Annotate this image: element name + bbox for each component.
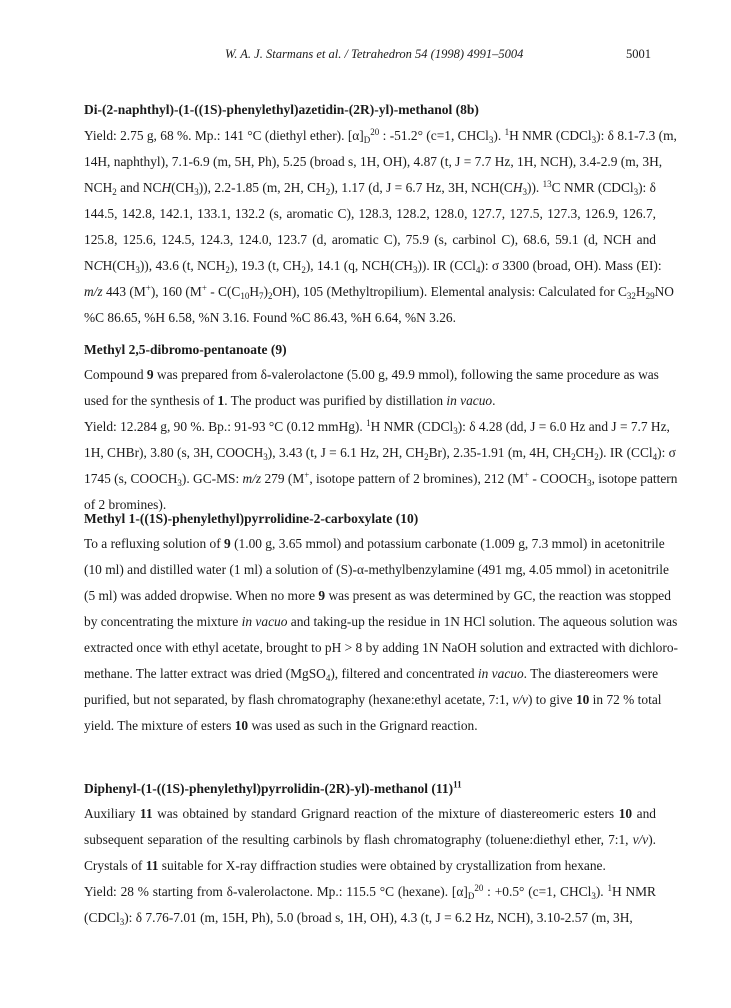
text-line: To a refluxing solution of 9 (1.00 g, 3.65 mmol) and potassium carbonate (1.009 g, 7.3 mmol) in acetonitrile (84, 536, 665, 551)
page-number: 5001 (626, 47, 651, 61)
compound-heading: Methyl 1-((1S)-phenylethyl)pyrrolidine-2-carboxylate (10) (84, 511, 419, 526)
text-line: 1H, CHBr), 3.80 (s, 3H, $COOCH_3$), 3.43 (t, J = 6.1 Hz, 2H, $CH_2Br$), 2.35-1.91 (m, 4H, $CH_2CH_2$). IR (CCl$_4$): σ (84, 445, 676, 462)
running-head (0, 45, 731, 65)
compound-description (84, 531, 678, 739)
text-line: 144.5, 142.8, 142.1, 133.1, 132.2 (s, aromatic C), 128.3, 128.2, 128.0, 127.7, 127.5, 127.3, 126.9, 126.7, (84, 206, 656, 221)
compound-description (84, 801, 656, 931)
text-line: 14H, naphthyl), 7.1-6.9 (m, 5H, Ph), 5.25 (broad s, 1H, OH), 4.87 (t, J = 7.7 Hz, 1H, NCH), 3.4-2.9 (m, 3H, (84, 154, 663, 169)
text-line: Compound 9 was prepared from δ-valerolactone (5.00 g, 49.9 mmol), following the same procedure as was (84, 367, 659, 382)
text-line: of 2 bromines). (84, 497, 167, 512)
compound-heading: Di-(2-naphthyl)-(1-((1S)-phenylethyl)azetidin-(2R)-yl)-methanol (8b) (84, 102, 479, 117)
text-line: Auxiliary 11 was obtained by standard Grignard reaction of the mixture of diastereomeric esters 10 and (84, 806, 656, 821)
text-line: methane. The latter extract was dried (MgSO$_4$), filtered and concentrated in vacuo. The diastereomers were (84, 666, 659, 683)
text-line: $NCH_2$ and $NCH(CH_3)$), 2.2-1.85 (m, 2H, $CH_2$), 1.17 (d, J = 6.7 Hz, 3H, $NCH(CH_3)$). $^{13}$C NMR (CDCl$_3$): δ (84, 179, 656, 197)
running-head-citation: W. A. J. Starmans et al. / Tetrahedron 54 (1998) 4991–5004 (225, 47, 524, 61)
text-line: Crystals of 11 suitable for X-ray diffraction studies were obtained by crystallization from hexane. (84, 858, 606, 873)
text-line: by concentrating the mixture in vacuo and taking-up the residue in 1N HCl solution. The aqueous solution was (84, 614, 678, 629)
text-line: extracted once with ethyl acetate, brought to pH > 8 by adding 1N NaOH solution and extracted with dichloro- (84, 640, 678, 655)
compound-heading: Methyl 2,5-dibromo-pentanoate (9) (84, 342, 287, 357)
text-line: (5 ml) was added dropwise. When no more 9 was present as was determined by GC, the reaction was stopped (84, 588, 671, 603)
text-line: purified, but not separated, by flash chromatography (hexane:ethyl acetate, 7:1, v/v) to give 10 in 72 % total (84, 692, 662, 707)
text-line: subsequent separation of the resulting carbinols by flash chromatography (toluene:diethyl ether, 7:1, v/v). (84, 832, 656, 847)
text-line: Yield: 12.284 g, 90 %. Bp.: 91-93 °C (0.12 mmHg). $^1$H NMR (CDCl$_3$): δ 4.28 (dd, J = 6.0 Hz and J = 7.7 Hz, (84, 418, 670, 436)
text-line: 1745 (s, $COOCH_3$). GC-MS: m/z 279 (M+, isotope pattern of 2 bromines), 212 ($M^+ - COOCH_3$, isotope pattern (84, 470, 678, 488)
text-line: (10 ml) and distilled water (1 ml) a solution of (S)-α-methylbenzylamine (491 mg, 4.05 mmol) in acetonitrile (84, 562, 669, 577)
text-line: m/z 443 (M+), 160 $(M^+ - C(C_{10}H_7)_2OH)$, 105 (Methyltropilium). Elemental analysis: Calculated for $C_{32}H_{29}NO$ (84, 283, 674, 301)
text-line: %C 86.65, %H 6.58, %N 3.16. Found %C 86.43, %H 6.64, %N 3.26. (84, 310, 456, 325)
compound-description (84, 123, 677, 331)
text-line: $NCH(CH_3)$), 43.6 (t, $NCH_2$), 19.3 (t, $CH_2$), 14.1 (q, $NCH(CH_3)$). IR (CCl$_4$): σ 3300 (broad, OH). Mass (EI): (84, 258, 662, 275)
text-line: Yield: 28 % starting from δ-valerolactone. Mp.: 115.5 °C (hexane). $[\alpha]_D^{20}$ : +0.5° (c=1, CHCl$_3$). $^1$H NMR (84, 883, 656, 901)
compound-heading: Diphenyl-(1-((1S)-phenylethyl)pyrrolidin-(2R)-yl)-methanol (11)$^{11}$ (84, 779, 462, 796)
compound-description (84, 362, 678, 518)
reference-superscript: 11 (453, 779, 462, 790)
text-line: Yield: 2.75 g, 68 %. Mp.: 141 °C (diethyl ether). $[\alpha]_D^{20}$ : -51.2° (c=1, CHCl$_3$). $^1$H NMR (CDCl$_3$): δ 8.1-7.3 (m, (84, 127, 677, 145)
text-line: (CDCl$_3$): δ 7.76-7.01 (m, 15H, Ph), 5.0 (broad s, 1H, OH), 4.3 (t, J = 6.2 Hz, NCH), 3.10-2.57 (m, 3H, (84, 910, 633, 927)
text-line: yield. The mixture of esters 10 was used as such in the Grignard reaction. (84, 718, 478, 733)
text-line: used for the synthesis of 1. The product was purified by distillation in vacuo. (84, 393, 496, 408)
text-line: 125.8, 125.6, 124.5, 124.3, 124.0, 123.7 (d, aromatic C), 75.9 (s, carbinol C), 68.6, 59.1 (d, NCH and (84, 232, 656, 247)
